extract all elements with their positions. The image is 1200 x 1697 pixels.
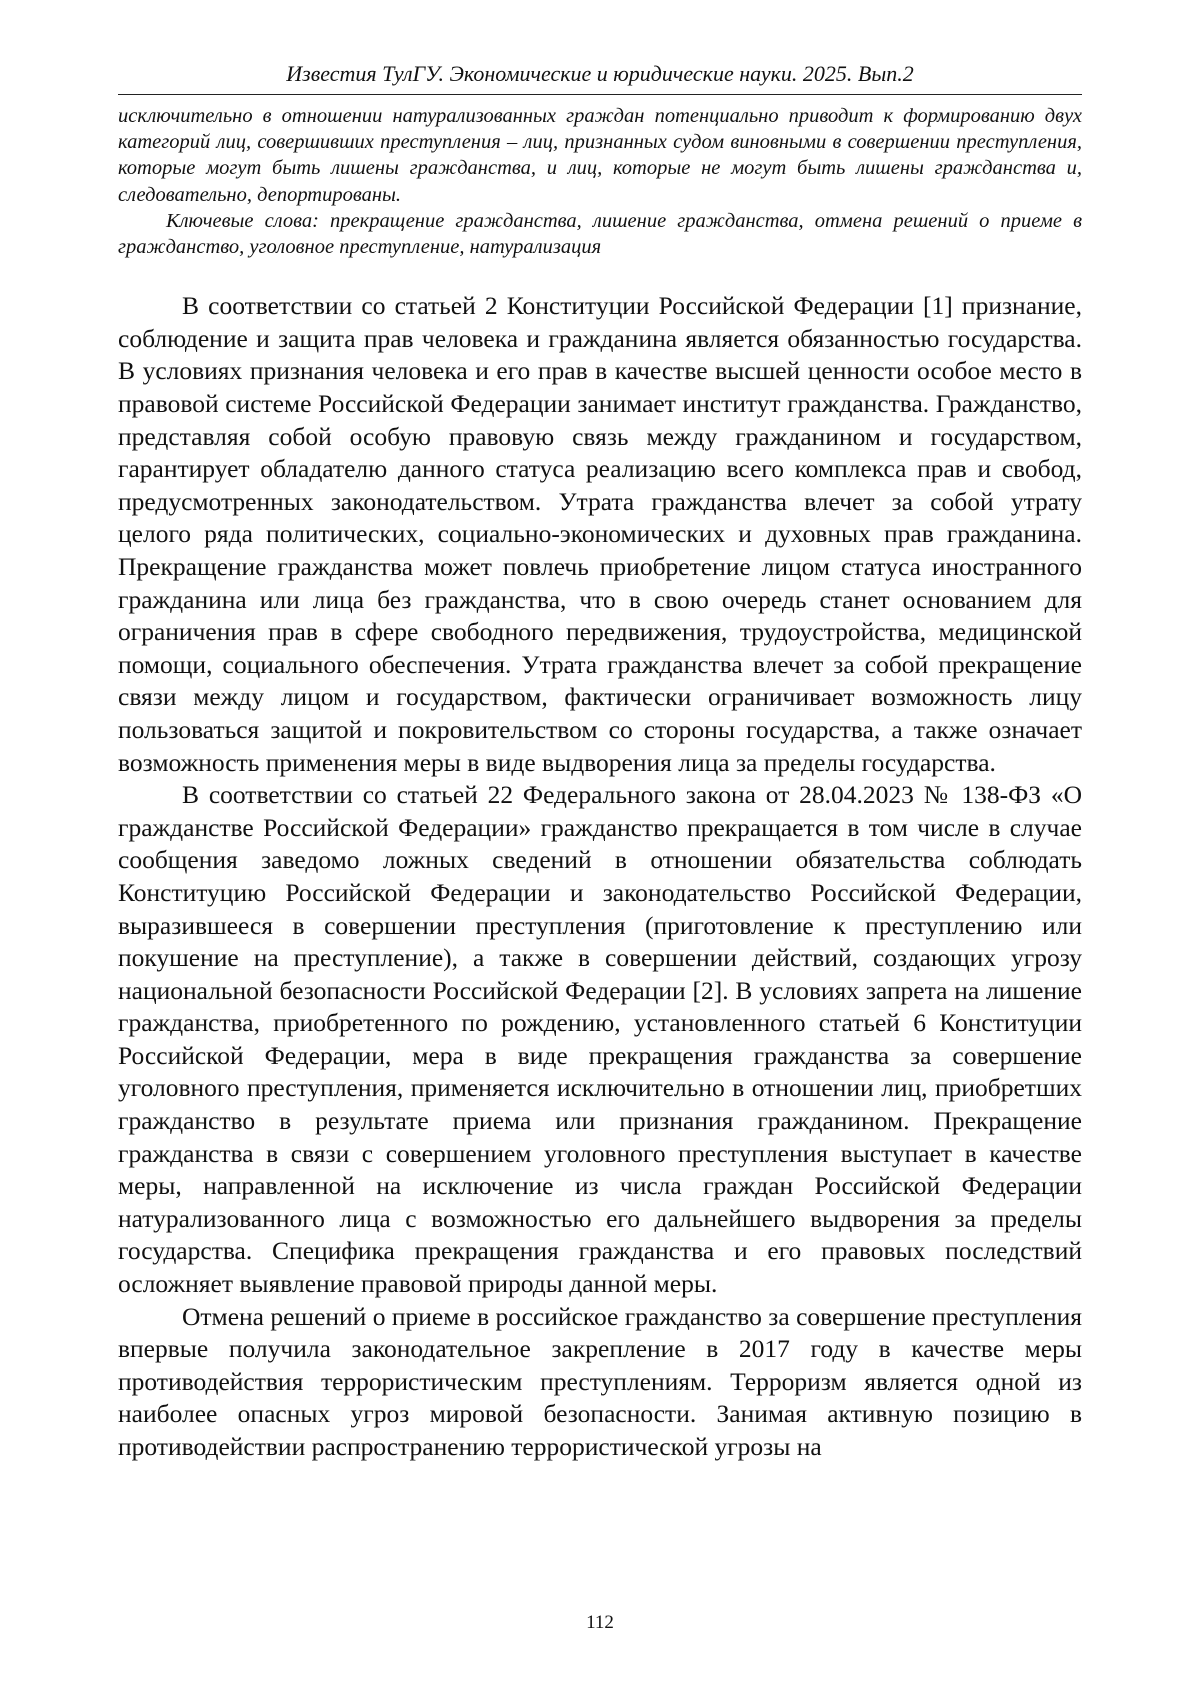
- abstract: [118, 103, 1082, 260]
- paragraph-1: В соответствии со статьей 2 Конституции Российской Федерации [1] признание, соблюдение и защита прав человека и гражданина является обязанностью государства. В условиях признания человека и его прав в качестве высшей ценности особое место в правовой системе Российской Федерации занимает институт гражданства. Гражданство, представляя собой особую правовую связь между гражданином и государством, гарантирует обладателю данного статуса реализацию всего комплекса прав и свобод, предусмотренных законодательством. Утрата гражданства влечет за собой утрату целого ряда политических, социально-экономических и духовных прав гражданина. Прекращение гражданства может повлечь приобретение лицом статуса иностранного гражданина или лица без гражданства, что в свою очередь станет основанием для ограничения прав в сфере свободного передвижения, трудоустройства, медицинской помощи, социального обеспечения. Утрата гражданства влечет за собой прекращение связи между лицом и государством, фактически ограничивает возможность лицу пользоваться защитой и покровительством со стороны государства, а также означает возможность применения меры в виде выдворения лица за пределы государства.: [118, 291, 1082, 777]
- keywords: Ключевые слова: прекращение гражданства, лишение гражданства, отмена решений о приеме в гражданство, уголовное преступление, натурализация: [118, 209, 1082, 259]
- page: [118, 60, 1082, 1464]
- running-header: Известия ТулГУ. Экономические и юридические науки. 2025. Вып.2: [118, 60, 1082, 95]
- body-text: [118, 290, 1082, 1463]
- page-number: 112: [586, 1612, 614, 1633]
- paragraph-2: В соответствии со статьей 22 Федерального закона от 28.04.2023 № 138-ФЗ «О гражданстве Российской Федерации» гражданство прекращается в том числе в случае сообщения заведомо ложных сведений в отношении обязательства соблюдать Конституцию Российской Федерации и законодательство Российской Федерации, выразившееся в совершении преступления (приготовление к преступлению или покушение на преступление), а также в совершении действий, создающих угрозу национальной безопасности Российской Федерации [2]. В условиях запрета на лишение гражданства, приобретенного по рождению, установленного статьей 6 Конституции Российской Федерации, мера в виде прекращения гражданства за совершение уголовного преступления, применяется исключительно в отношении лиц, приобретших гражданство в результате приема или признания гражданином. Прекращение гражданства в связи с совершением уголовного преступления выступает в качестве меры, направленной на исключение из числа граждан Российской Федерации натурализованного лица с возможностью его дальнейшего выдворения за пределы государства. Специфика прекращения гражданства и его правовых последствий осложняет выявление правовой природы данной меры.: [118, 780, 1082, 1299]
- abstract-text: исключительно в отношении натурализованных граждан потенциально приводит к формированию двух категорий лиц, совершивших преступления – лиц, признанных судом виновными в совершении преступления, которые могут быть лишены гражданства, и лиц, которые не могут быть лишены гражданства и, следовательно, депортированы.: [118, 105, 1082, 206]
- paragraph-3: Отмена решений о приеме в российское гражданство за совершение преступления впервые получила законодательное закрепление в 2017 году в качестве меры противодействия террористическим преступлениям. Терроризм является одной из наиболее опасных угроз мировой безопасности. Занимая активную позицию в противодействии распространению террористической угрозы на: [118, 1301, 1082, 1461]
